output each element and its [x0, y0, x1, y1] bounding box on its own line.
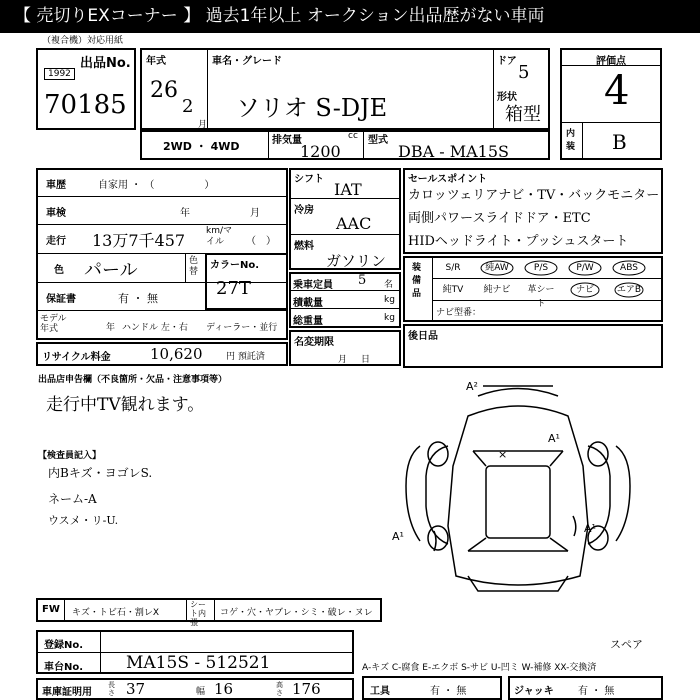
mileage-value: 13万7千457 — [92, 231, 186, 250]
inspector-line-2: ネーム-A — [48, 492, 97, 506]
interior-label: 内装 — [566, 129, 576, 152]
warranty-label: 保証書 — [46, 294, 76, 305]
cert-wid-value: 16 — [214, 680, 234, 698]
door-value: 5 — [518, 62, 530, 83]
equipment-circles — [432, 256, 663, 309]
navi-model-label: ナビ型番： — [436, 308, 482, 318]
lot-label: 出品No. — [80, 56, 131, 71]
mark-a2: A² — [466, 380, 478, 393]
inspector-line-1: 内Bキズ・ヨゴレS. — [48, 466, 153, 480]
later-label: 後日品 — [408, 331, 438, 342]
shift-label: シフト — [294, 174, 324, 185]
car-name: ソリオ S-DJE — [236, 94, 388, 122]
car-damage-diagram — [398, 376, 638, 601]
seat-desc: コゲ・穴・ヤブレ・シミ・破レ・ヌレ — [220, 608, 373, 618]
score-label: 評価点 — [596, 56, 626, 67]
seller-label: 出品店申告欄（不良箇所・欠品・注意事項等） — [38, 375, 228, 385]
damage-legend: A-キズ C-腐食 E-エクボ S-サビ U-凹ミ W-補修 XX-交換済 — [362, 663, 597, 673]
ac-label: 冷房 — [294, 205, 314, 216]
history-label: 車歴 — [46, 180, 66, 191]
inspection-year-unit: 年 — [180, 208, 190, 219]
sales-line-1: カロッツェリアナビ・TV・バックモニター — [408, 188, 660, 203]
mark-x: × — [498, 448, 508, 461]
cert-len-label: 長さ — [108, 681, 115, 697]
equip-navi-other: ナビ — [575, 285, 594, 295]
shift-value: IAT — [334, 180, 362, 199]
engine-unit: cc — [348, 131, 358, 141]
handle-value: ハンドル 左・右 — [122, 323, 188, 333]
inspection-label: 車検 — [46, 208, 66, 219]
interior-value: B — [612, 130, 627, 154]
tools-label: 工具 — [370, 686, 390, 697]
weight-label: 総重量 — [293, 316, 323, 327]
mark-a1-hood: A¹ — [548, 432, 560, 445]
load-label: 積載量 — [293, 298, 323, 309]
equip-navi: 純ナビ — [483, 285, 511, 295]
color-label: 色 — [54, 265, 64, 276]
equip-abs: ABS — [620, 263, 638, 273]
equip-aw: 純AW — [485, 263, 509, 273]
fw-desc: キズ・トビ石・割レX — [72, 608, 159, 618]
cert-wid-label: 幅 — [196, 687, 206, 697]
cert-hgt-label: 高さ — [276, 681, 283, 697]
score-value: 4 — [604, 68, 630, 114]
model-year-unit: 年 — [106, 323, 116, 333]
inspector-line-3: ウスメ・リ-U. — [48, 514, 119, 527]
mileage-label: 走行 — [46, 236, 66, 247]
color-no-value: 27T — [216, 278, 251, 299]
chassis-value: MA15S - 512521 — [126, 653, 271, 673]
engine-value: 1200 — [300, 142, 341, 161]
color-no-label: カラーNo. — [210, 260, 260, 271]
load-unit: kg — [384, 295, 395, 305]
body-value: 箱型 — [505, 104, 541, 125]
engine-label: 排気量 — [272, 135, 302, 146]
year-month-unit: 月 — [198, 120, 208, 130]
equip-ps: P/S — [533, 263, 549, 273]
later-box — [403, 324, 663, 368]
door-label: ドア — [497, 56, 517, 67]
subheader: （複合機）対応用紙 — [42, 36, 124, 46]
banner-title: 【 売切りEXコーナー 】 過去1年以上 オークション出品歴がない車両 — [0, 0, 700, 33]
dealer-value: ディーラー・並行 — [206, 323, 278, 333]
fuel-label: 燃料 — [294, 241, 314, 252]
color-change-label: 色替 — [189, 256, 199, 277]
inspector-label: 【検査員記入】 — [38, 451, 102, 461]
reg-label: 登録No. — [44, 640, 84, 651]
lot-number: 70185 — [44, 90, 127, 120]
chassis-label: 車台No. — [44, 662, 84, 673]
mileage-unit: km/マイル — [206, 226, 233, 247]
drive-type: 2WD ・ 4WD — [163, 140, 240, 153]
capacity-value: 5 — [358, 273, 367, 288]
model-label: 型式 — [368, 135, 388, 146]
fw-label: FW — [42, 604, 60, 615]
equipment-label: 装備品 — [412, 263, 422, 299]
year-label: 年式 — [146, 56, 166, 67]
ac-value: AAC — [336, 214, 372, 233]
recycle-value: 10,620 — [150, 345, 203, 363]
sales-line-3: HIDヘッドライト・プッシュスタート — [408, 234, 629, 249]
tools-value: 有 ・ 無 — [430, 686, 467, 697]
history-value: 自家用 ・ （ ） — [98, 180, 215, 191]
model-value: DBA - MA15S — [398, 142, 509, 161]
cert-len-value: 37 — [126, 680, 146, 698]
inspection-month-unit: 月 — [250, 208, 260, 219]
capacity-unit: 名 — [384, 280, 394, 290]
sales-line-2: 両側パワースライドドア・ETC — [408, 211, 591, 226]
recycle-unit: 円 預託済 — [226, 352, 265, 362]
sales-label: セールスポイント — [408, 174, 488, 185]
equip-leather: 革シート — [527, 285, 555, 309]
seat-label: シート内張 — [190, 600, 206, 627]
equip-tv: 純TV — [442, 285, 464, 295]
name-label: 車名・グレード — [212, 56, 282, 67]
mileage-paren: （ ） — [246, 236, 276, 247]
spare-label: スペア — [610, 638, 643, 651]
model-year-label: モデル年式 — [40, 314, 67, 334]
recycle-label: リサイクル料金 — [42, 352, 111, 363]
year-month: 2 — [182, 96, 194, 117]
fuel-value: ガソリン — [326, 252, 387, 270]
cert-label: 車庫証明用 — [42, 687, 92, 698]
lot-small-number: 1992 — [44, 68, 75, 80]
mark-a1-left: A¹ — [392, 530, 404, 543]
mark-a1-right: A¹ — [584, 522, 596, 535]
color-value: パール — [84, 260, 138, 281]
seller-note: 走行中TV観れます。 — [46, 395, 205, 415]
equip-sr: S/R — [445, 263, 461, 273]
jack-value: 有 ・ 無 — [578, 686, 615, 697]
jack-label: ジャッキ — [514, 686, 554, 697]
capacity-label: 乗車定員 — [293, 280, 333, 291]
body-label: 形状 — [497, 92, 517, 103]
warranty-value: 有 ・ 無 — [118, 292, 158, 305]
weight-unit: kg — [384, 313, 395, 323]
year-value: 26 — [150, 78, 178, 103]
cert-hgt-value: 176 — [292, 680, 321, 698]
equip-pw: P/W — [576, 263, 594, 273]
name-change-unit: 月日 — [338, 355, 385, 365]
name-change-label: 名変期限 — [294, 337, 334, 348]
equip-airbag: エアB — [616, 285, 642, 295]
